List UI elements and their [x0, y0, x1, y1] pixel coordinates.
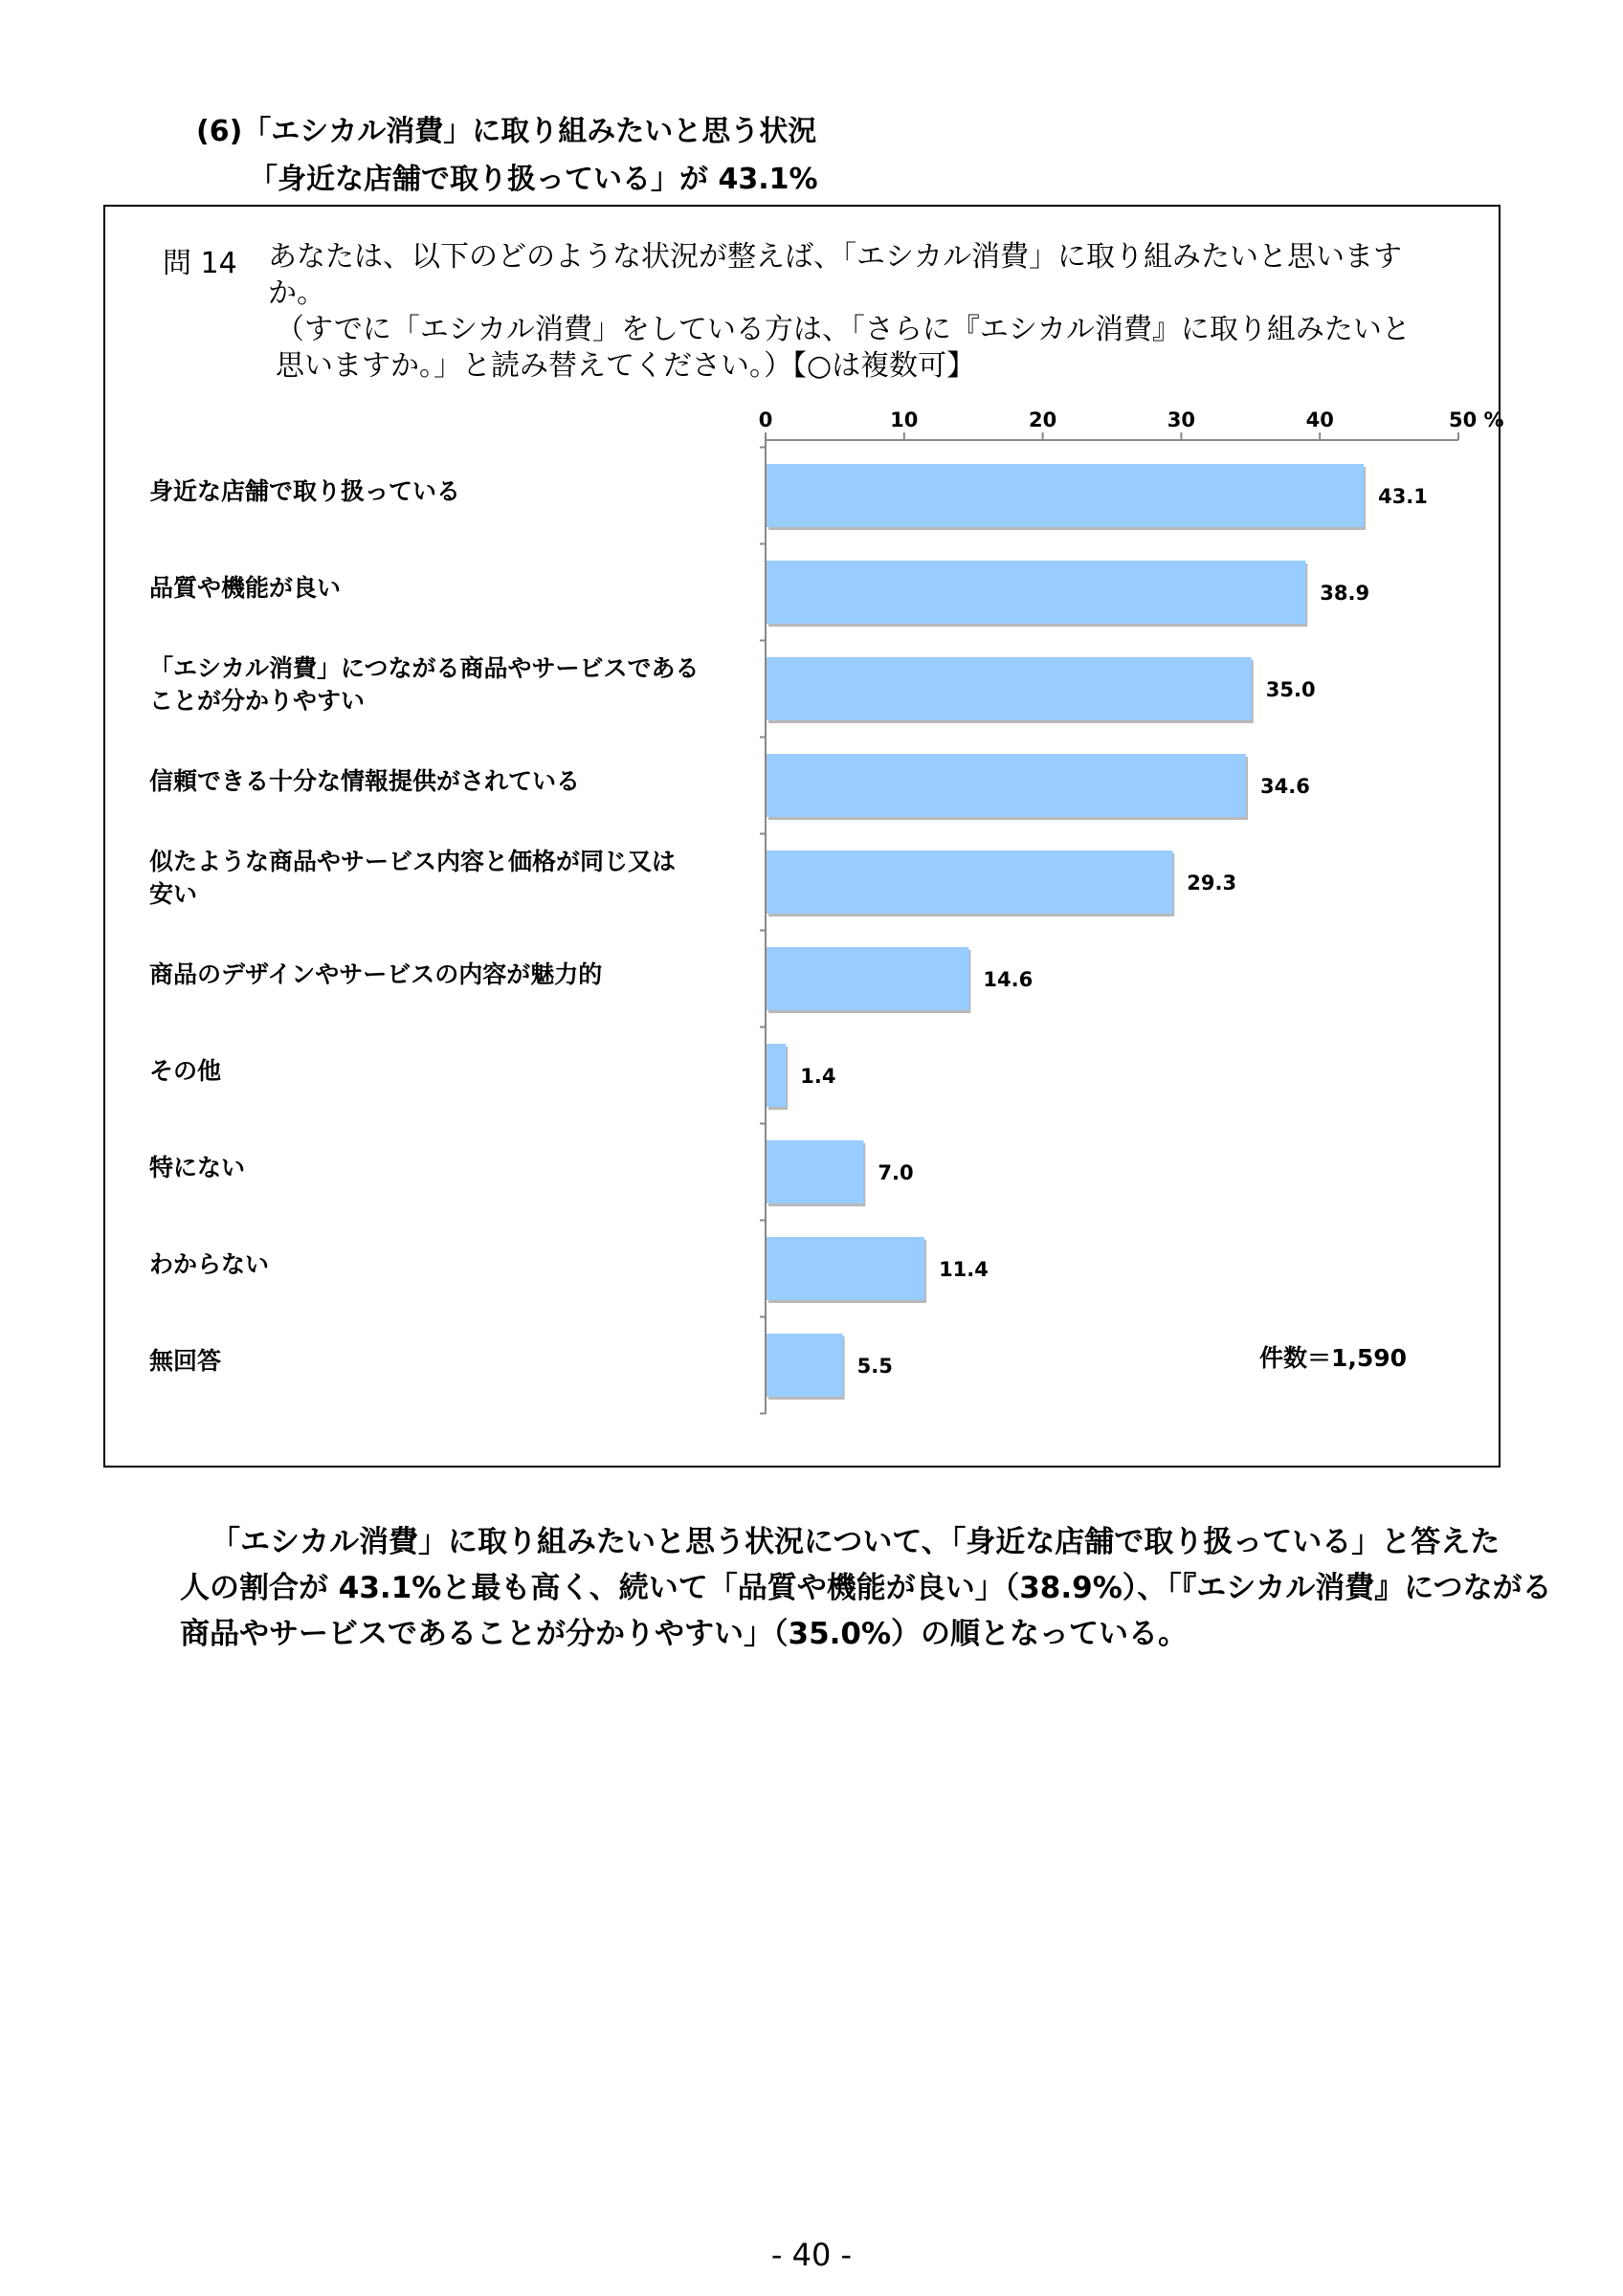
question-line: あなたは、以下のどのような状況が整えば、「エシカル消費」に取り組みたいと思います — [268, 240, 1402, 274]
category-label-line: ことが分かりやすい — [149, 687, 366, 715]
bar — [767, 1044, 786, 1107]
section-subtitle: 「身近な店舗で取り扱っている」が 43.1% — [249, 163, 818, 196]
value-label: 38.9 — [1320, 582, 1370, 605]
question-line: か。 — [268, 276, 325, 310]
value-label: 34.6 — [1260, 775, 1310, 798]
category-label-line: 品質や機能が良い — [149, 574, 342, 602]
question-number: 問 14 — [163, 247, 237, 280]
category-label-line: 身近な店舗で取り扱っている — [149, 477, 461, 505]
summary-line: 人の割合が 43.1%と最も高く、続いて「品質や機能が良い」（38.9%）、「『エシカル消費』につながる — [180, 1571, 1552, 1605]
x-tick-label: 50 % — [1449, 408, 1504, 431]
value-label: 1.4 — [800, 1065, 836, 1088]
value-label: 35.0 — [1265, 678, 1316, 701]
category-label-line: 商品のデザインやサービスの内容が魅力的 — [149, 960, 603, 988]
category-label-line: その他 — [149, 1057, 222, 1085]
value-label: 7.0 — [878, 1161, 914, 1184]
value-label: 11.4 — [939, 1258, 989, 1281]
summary-line: 「エシカル消費」に取り組みたいと思う状況について、「身近な店舗で取り扱っている」と答えた — [211, 1525, 1501, 1559]
bar — [767, 464, 1364, 527]
value-label: 5.5 — [856, 1355, 893, 1378]
page-number: - 40 - — [770, 2237, 853, 2273]
question-line: 思いますか。」と読み替えてください。）【○は複数可】 — [276, 349, 976, 383]
x-tick-label: 0 — [758, 408, 773, 431]
bar — [767, 1140, 863, 1203]
sample-size-label: 件数＝1,590 — [1259, 1344, 1408, 1372]
category-label-line: 「エシカル消費」につながる商品やサービスである — [149, 654, 700, 682]
value-label: 14.6 — [983, 968, 1034, 991]
bar — [767, 850, 1172, 914]
value-label: 29.3 — [1187, 872, 1237, 894]
bar — [767, 657, 1252, 720]
category-label-line: わからない — [149, 1250, 270, 1278]
x-tick-label: 10 — [890, 408, 919, 431]
x-tick-label: 20 — [1028, 408, 1057, 431]
value-label: 43.1 — [1378, 485, 1428, 508]
category-label-line: 安い — [149, 880, 198, 908]
bar — [767, 561, 1305, 624]
bar — [767, 754, 1246, 817]
category-label-line: 信頼できる十分な情報提供がされている — [149, 767, 581, 795]
question-line: （すでに「エシカル消費」をしている方は、「さらに『エシカル消費』に取り組みたいと — [276, 313, 1411, 346]
category-label-line: 特にない — [149, 1154, 246, 1181]
category-label-line: 無回答 — [149, 1347, 222, 1375]
bar — [767, 1237, 924, 1300]
category-label-line: 似たような商品やサービス内容と価格が同じ又は — [149, 848, 677, 875]
section-title: (6)「エシカル消費」に取り組みたいと思う状況 — [196, 115, 817, 148]
summary-line: 商品やサービスであることが分かりやすい」（35.0%）の順となっている。 — [180, 1617, 1189, 1651]
x-tick-label: 30 — [1167, 408, 1196, 431]
bar — [767, 1334, 843, 1397]
bar — [767, 947, 968, 1010]
x-tick-label: 40 — [1305, 408, 1334, 431]
summary-text — [180, 1519, 1552, 1657]
